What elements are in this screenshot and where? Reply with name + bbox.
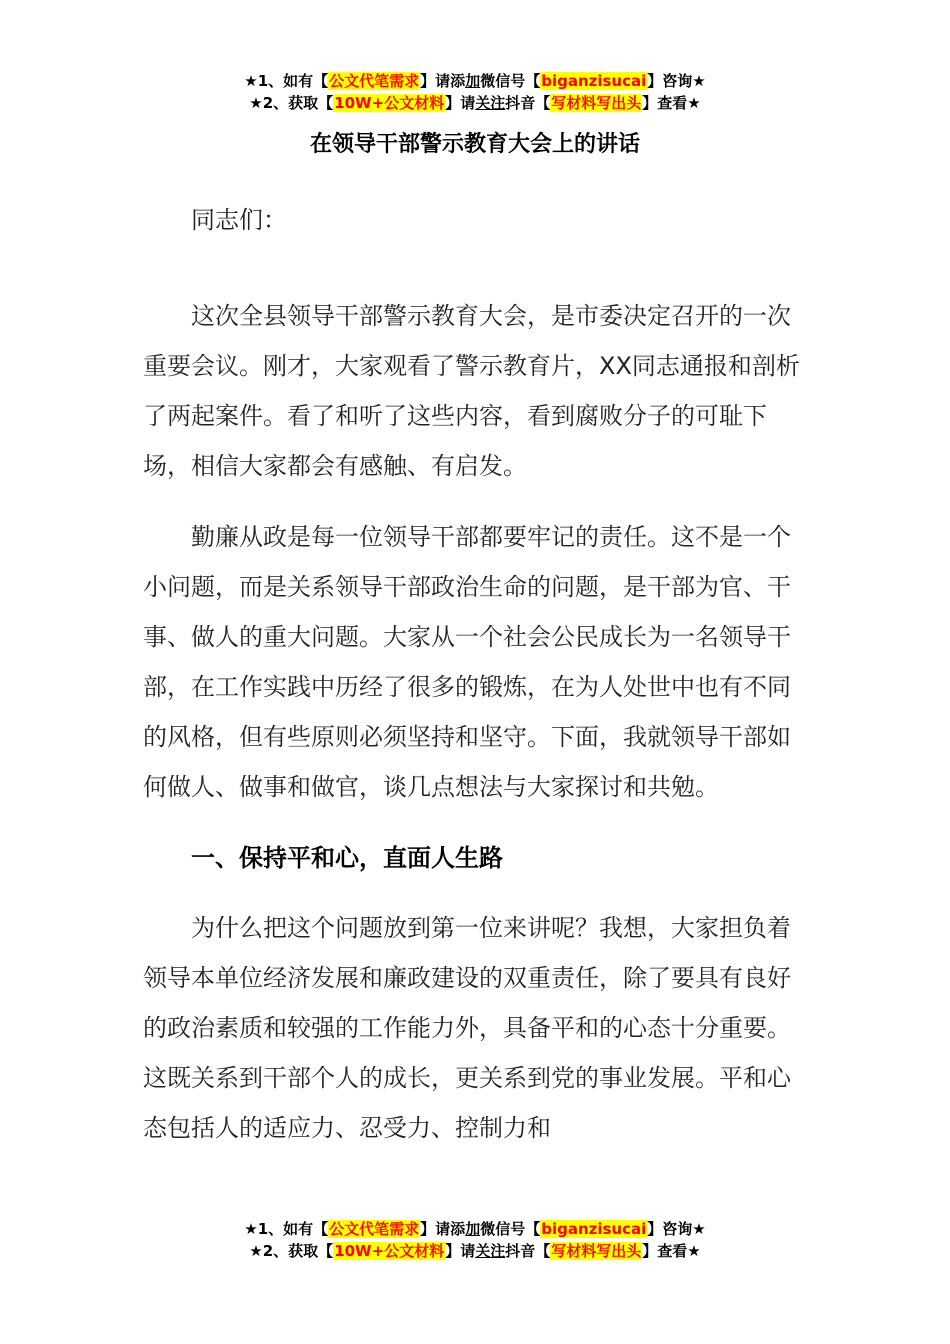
banner-text: ★2、获取【 — [249, 94, 334, 112]
greeting: 同志们： — [191, 206, 287, 234]
highlight-materials: 10W+公文材料 — [334, 94, 445, 112]
highlight-service: 公文代笔需求 — [329, 1220, 420, 1238]
banner-text: 】请 — [445, 94, 476, 112]
banner-text: 】请添 — [420, 1220, 466, 1238]
banner-line-1 — [0, 1218, 950, 1240]
section-heading-1: 一、保持平和心，直面人生路 — [191, 844, 503, 872]
document-title: 在领导干部警示教育大会上的讲话 — [309, 132, 640, 157]
highlight-service: 公文代笔需求 — [329, 72, 420, 90]
banner-text: 微信号【 — [480, 72, 541, 90]
paragraph-responsibility: 勤廉从政是每一位领导干部都要牢记的责任。这不是一个小问题，而是关系领导干部政治生命的问题，是干部为官、干事、做人的重大问题。大家从一个社会公民成长为一名领导干部，在工作实践中历经了很多的锻炼，在为人处世中也有不同的风格，但有些原则必须坚持和坚守。下面，我就领导干部如何做人、做事和做官，谈几点想法与大家探讨和共勉。 — [143, 523, 791, 801]
banner-line-2 — [0, 92, 950, 114]
banner-text: ★1、如有【 — [244, 72, 329, 90]
banner-line-1 — [0, 70, 950, 92]
banner-text: 】查看★ — [642, 1242, 701, 1260]
banner-text: 抖音【 — [505, 1242, 551, 1260]
banner-underlined-text: 加 — [465, 1220, 481, 1238]
header-banner — [0, 70, 950, 114]
banner-underlined-text: 关注 — [475, 94, 506, 112]
banner-text: 抖音【 — [505, 94, 551, 112]
banner-text: 】请 — [445, 1242, 476, 1260]
banner-text: ★1、如有【 — [244, 1220, 329, 1238]
highlight-materials: 10W+公文材料 — [334, 1242, 445, 1260]
banner-line-2 — [0, 1240, 950, 1262]
banner-text: 微信号【 — [480, 1220, 541, 1238]
banner-text: 】咨询★ — [647, 1220, 706, 1238]
banner-text: 】查看★ — [642, 94, 701, 112]
footer-banner — [0, 1218, 950, 1262]
banner-text: 】咨询★ — [647, 72, 706, 90]
highlight-douyin-account: 写材料写出头 — [551, 1242, 642, 1260]
highlight-wechat-id: biganzisucai — [541, 1220, 647, 1238]
banner-text: 】请添 — [420, 72, 466, 90]
section-1-paragraph: 为什么把这个问题放到第一位来讲呢？我想，大家担负着领导本单位经济发展和廉政建设的双重责任，除了要具有良好的政治素质和较强的工作能力外，具备平和的心态十分重要。这既关系到干部个人的成长，更关系到党的事业发展。平和心态包括人的适应力、忍受力、控制力和 — [143, 914, 791, 1142]
banner-underlined-text: 加 — [465, 72, 481, 90]
highlight-douyin-account: 写材料写出头 — [551, 94, 642, 112]
banner-text: ★2、获取【 — [249, 1242, 334, 1260]
document-body — [143, 195, 808, 1174]
banner-underlined-text: 关注 — [475, 1242, 506, 1260]
paragraph-intro: 这次全县领导干部警示教育大会，是市委决定召开的一次重要会议。刚才，大家观看了警示教育片，XX同志通报和剖析了两起案件。看了和听了这些内容，看到腐败分子的可耻下场，相信大家都会有感触、有启发。 — [143, 302, 800, 480]
highlight-wechat-id: biganzisucai — [541, 72, 647, 90]
